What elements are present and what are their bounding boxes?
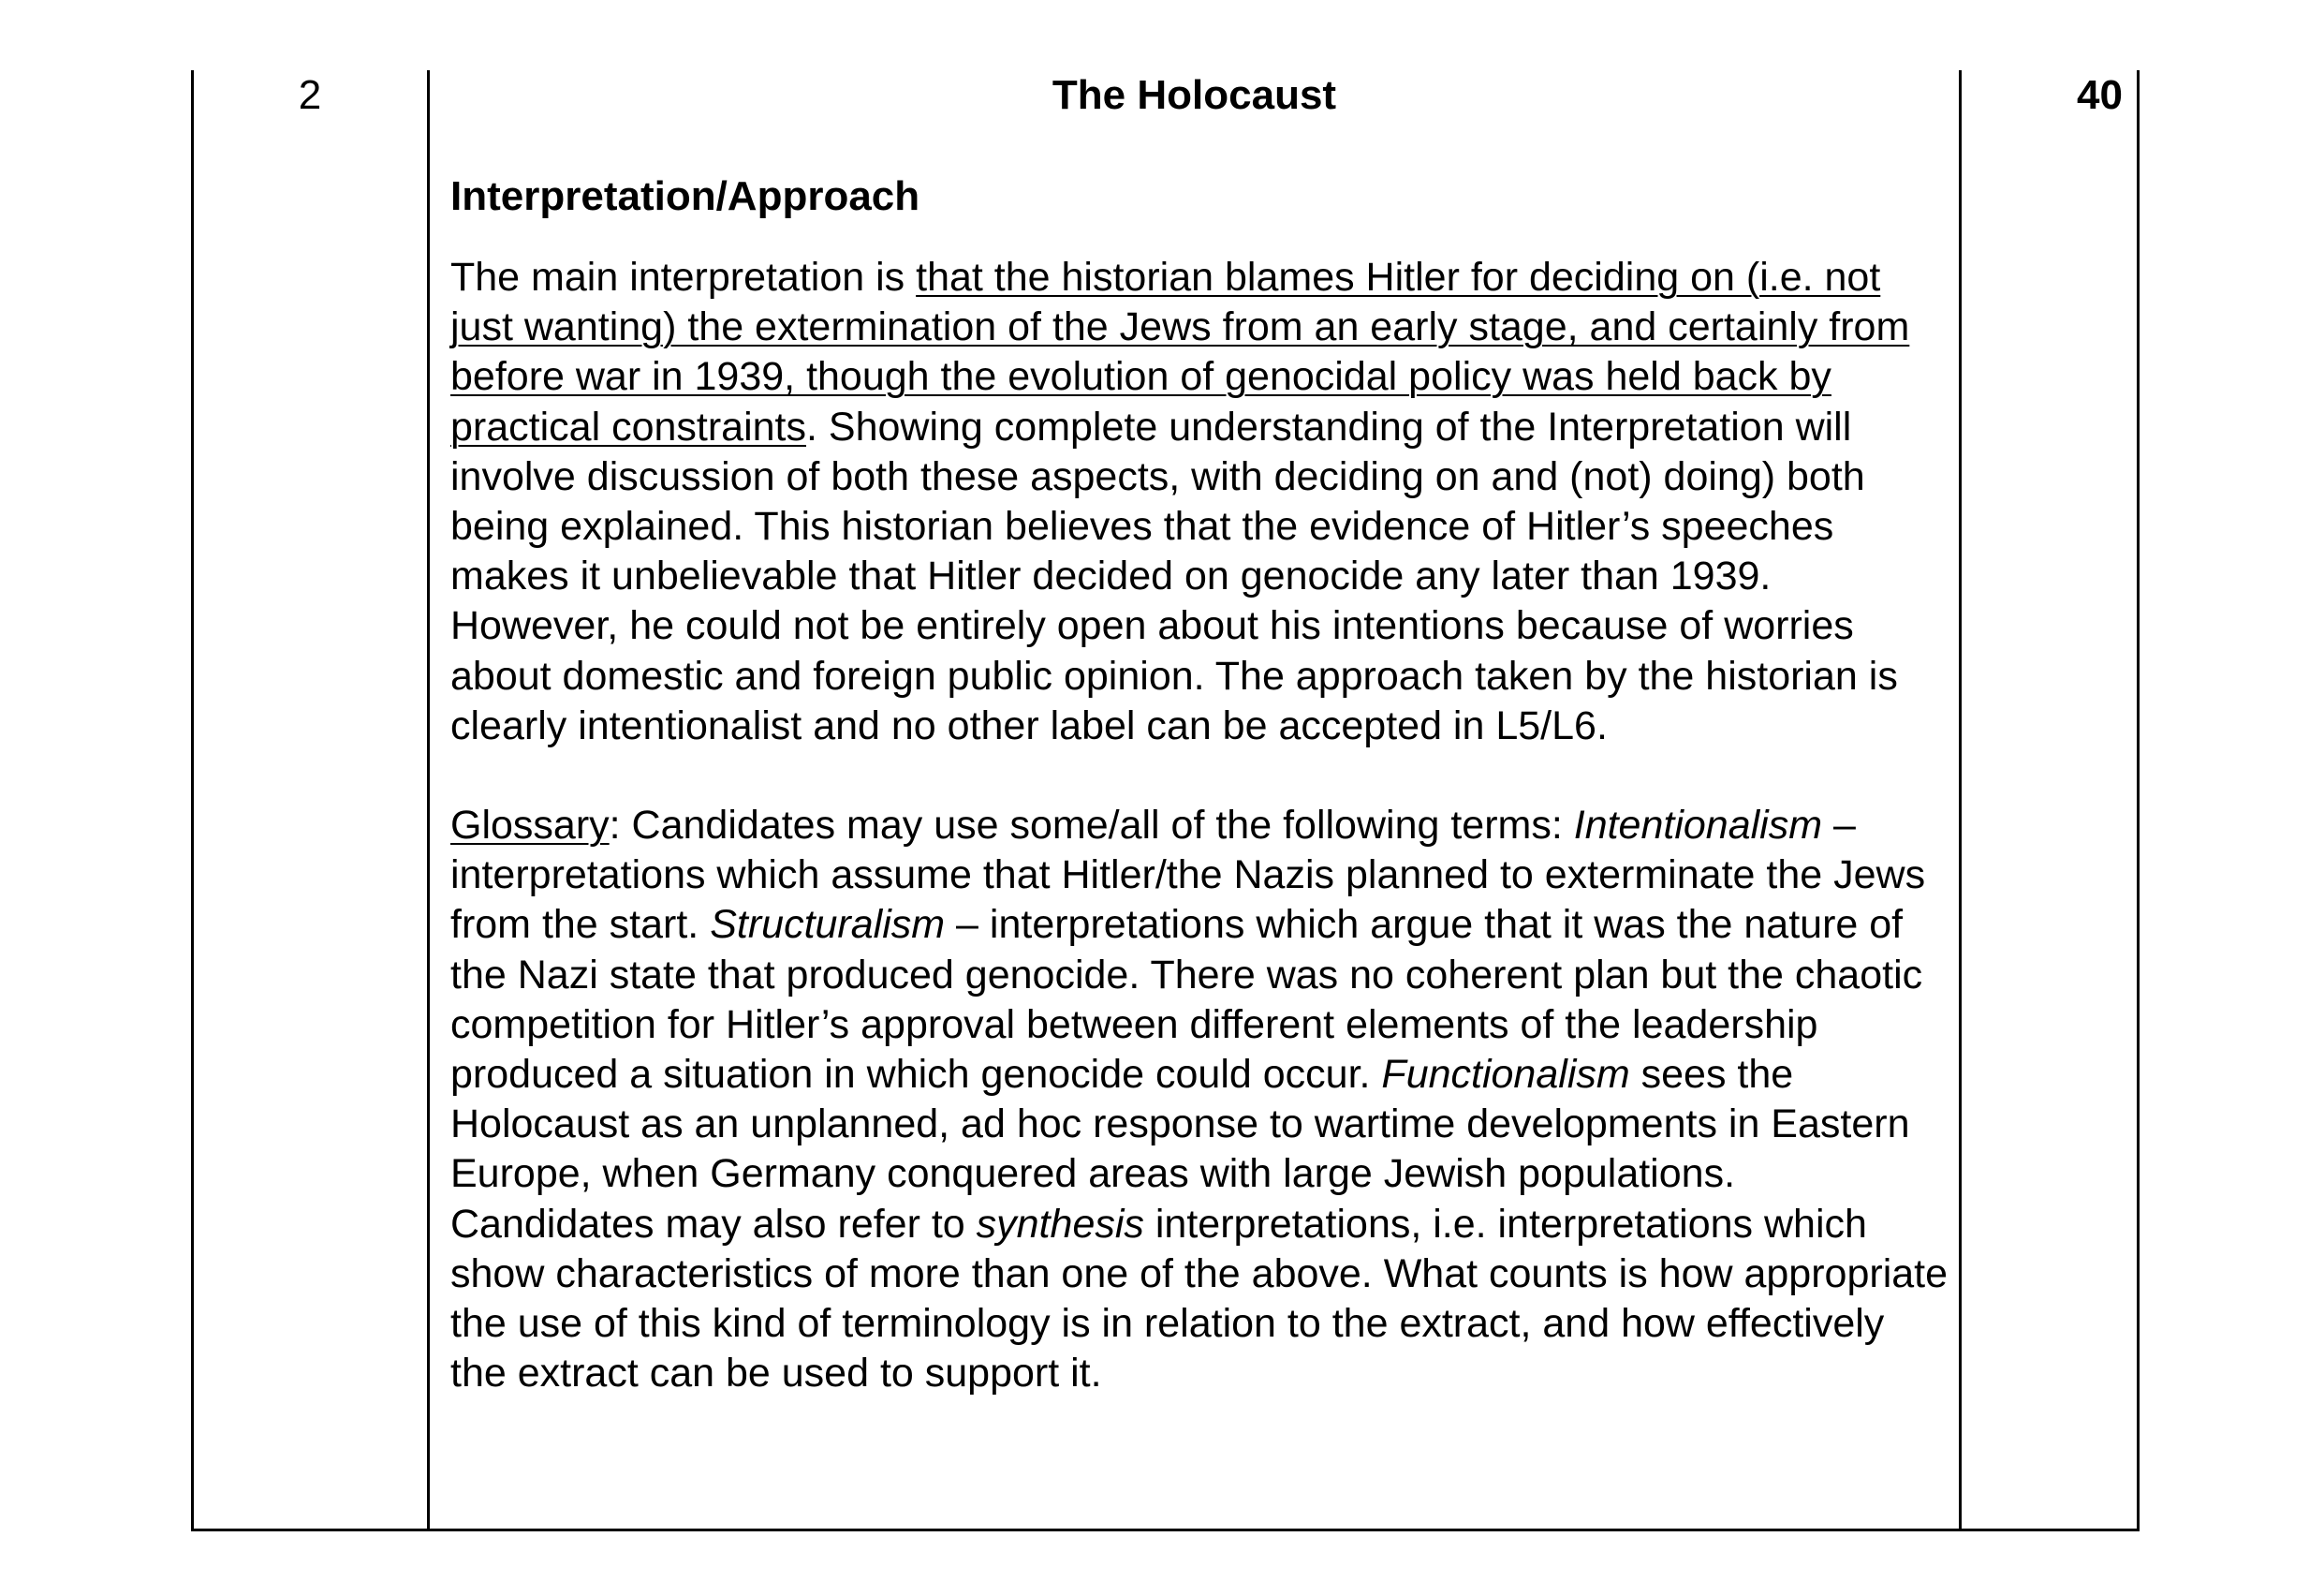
table-column-divider-2: [1959, 70, 1962, 1531]
glossary-term-functionalism: Functionalism: [1381, 1052, 1630, 1098]
interpretation-paragraph: [450, 253, 1949, 751]
interpretation-lead: The main interpretation is: [450, 255, 917, 300]
glossary-intro: : Candidates may use some/all of the following terms:: [609, 803, 1574, 849]
answer-guidance: [450, 169, 1949, 1398]
table-column-divider-1: [427, 70, 430, 1531]
question-marks: 40: [2077, 72, 2123, 118]
question-title: The Holocaust: [1052, 72, 1337, 118]
table-border-bottom: [191, 1529, 2140, 1531]
glossary-definition-functionalism: sees the Holocaust as an unplanned, ad hoc response to wartime developments in Eastern Europe, when Germany conquered areas with large Jewish populations. Candidates may also refer to: [450, 1052, 1910, 1247]
glossary-label: Glossary: [450, 803, 610, 849]
glossary-term-intentionalism: Intentionalism: [1573, 803, 1823, 849]
table-border-right: [2137, 70, 2140, 1531]
glossary-definition-synthesis: interpretations, i.e. interpretations which show characteristics of more than one of the above. What counts is how appropriate the use of this kind of terminology is in relation to the extract, and how effectively the extract can be used to support it.: [450, 1201, 1949, 1396]
interpretation-rest: . Showing complete understanding of the Interpretation will involve discussion of both these aspects, with deciding on and (not) doing) both being explained. This historian believes that the evidence of Hitler’s speeches makes it unbelievable that Hitler decided on genocide any later than 1939. However, he could not be entirely open about his intentions because of worries about domestic and foreign public opinion. The approach taken by the historian is clearly intentionalist and no other label can be accepted in L5/L6.: [450, 404, 1898, 748]
glossary-paragraph: [450, 801, 1949, 1398]
glossary-term-structuralism: Structuralism: [710, 902, 946, 948]
glossary-definition-structuralism: – interpretations which argue that it was the nature of the Nazi state that produced genocide. There was no coherent plan but the chaotic competition for Hitler’s approval between different elements of the leadership produced a situation in which genocide could occur.: [450, 902, 1923, 1098]
table-border-left: [191, 70, 194, 1531]
question-number: 2: [298, 72, 322, 118]
interpretation-key-statement: that the historian blames Hitler for deciding on (i.e. not just wanting) the extermination of the Jews from an early stage, and certainly from before war in 1939, though the evolution of genocidal policy was held back by practical constraints: [450, 255, 1910, 450]
section-heading: Interpretation/Approach: [450, 173, 920, 219]
glossary-term-synthesis: synthesis: [976, 1201, 1144, 1247]
glossary-definition-intentionalism: – interpretations which assume that Hitler/the Nazis planned to exterminate the Jews from the start.: [450, 803, 1926, 948]
